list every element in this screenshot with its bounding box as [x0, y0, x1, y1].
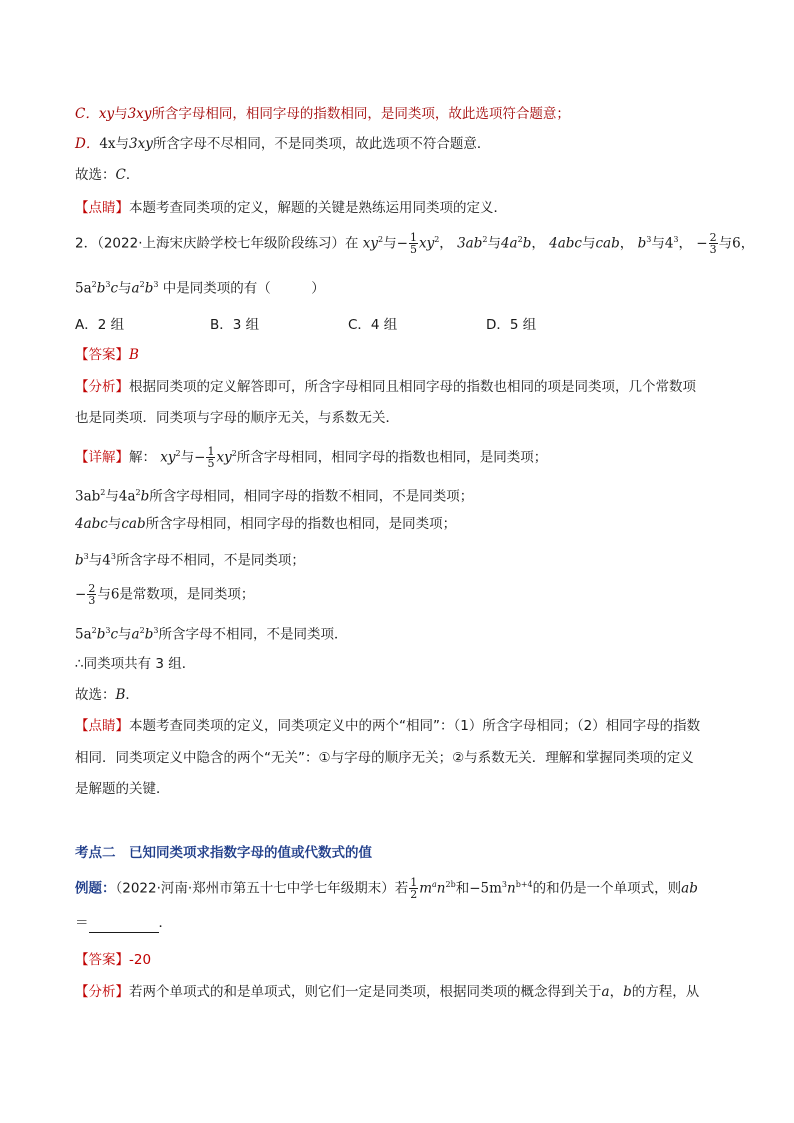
- q2-option-a[interactable]: A．2 组: [75, 317, 125, 333]
- q2-analysis-line1: 【分析】根据同类项的定义解答即可，所含字母相同且相同字母的指数也相同的项是同类项，几个常数项: [75, 379, 696, 395]
- detail-line5: − $\frac{2}{3}$ 与6是常数项，是同类项；: [75, 582, 255, 607]
- example-answer: 【答案】-20: [75, 952, 152, 968]
- comment2-line2: 相同．同类项定义中隐含的两个“无关”：①与字母的顺序无关；②与系数无关．理解和掌握同类项的定义: [75, 750, 694, 766]
- comment2-line1: 【点睛】本题考查同类项的定义，同类项定义中的两个“相同”：（1）所含字母相同；（2）相同字母的指数: [75, 718, 701, 734]
- q2-analysis-line2: 也是同类项．同类项与字母的顺序无关，与系数无关．: [75, 410, 399, 426]
- detail-line1: 【详解】解： $xy^2$与− $\frac{1}{5}$ $xy^2$所含字母相同，相同字母的指数也相同，是同类项；: [75, 445, 548, 470]
- example-line2: ＝ ．: [75, 915, 172, 931]
- q2-stem-line2: $5a^2b^3c$与$a^2b^3$ 中是同类项的有（ ）: [75, 280, 325, 297]
- section-title: 考点二 已知同类项求指数字母的值或代数式的值: [75, 845, 372, 861]
- q2-option-d[interactable]: D．5 组: [486, 317, 537, 333]
- detail-line4: $b^3$与$4^3$所含字母不相同，不是同类项；: [75, 552, 305, 569]
- detail-line3: 4abc与cab所含字母相同，相同字母的指数也相同，是同类项；: [75, 516, 457, 532]
- option-d-explanation: D．4x与3xy所含字母不尽相同，不是同类项，故此选项不符合题意．: [75, 136, 491, 152]
- q1-choose: 故选：C．: [75, 167, 140, 183]
- q2-answer: 【答案】B: [75, 347, 139, 363]
- q2-option-b[interactable]: B．3 组: [210, 317, 260, 333]
- q2-option-c[interactable]: C．4 组: [348, 317, 398, 333]
- comment2-line3: 是解题的关键．: [75, 781, 170, 797]
- detail-line6: $5a^2b^3c$与$a^2b^3$所含字母不相同，不是同类项．: [75, 626, 348, 643]
- q1-comment: 【点睛】本题考查同类项的定义，解题的关键是熟练运用同类项的定义．: [75, 200, 507, 216]
- example-analysis: 【分析】若两个单项式的和是单项式，则它们一定是同类项，根据同类项的概念得到关于a，b的方程，从: [75, 984, 700, 1000]
- detail-choose: 故选：B．: [75, 687, 139, 703]
- example-line1: 例题：（2022·河南·郑州市第五十七中学七年级期末）若 $\frac{1}{2}$ $m^an^{2b}$和$-5m^3n^{b+4}$的和仍是一个单项式，则ab: [75, 876, 698, 901]
- detail-total: ∴同类项共有 3 组．: [75, 656, 196, 672]
- detail-line2: $3ab^2$与$4a^2b$所含字母相同，相同字母的指数不相同，不是同类项；: [75, 488, 474, 505]
- option-c-explanation: C．xy与3xy所含字母相同，相同字母的指数相同，是同类项，故此选项符合题意；: [75, 106, 570, 122]
- q2-stem-line1: 2．（2022·上海宋庆龄学校七年级阶段练习）在 $xy^2$与− $\frac{1}{5}$ $xy^2$， $3ab^2$与$4a^2b$， 4abc与cab， $b^3$与$4^3$， − $\frac{2}{3}$ 与6，: [75, 231, 755, 256]
- answer-blank[interactable]: [89, 918, 159, 933]
